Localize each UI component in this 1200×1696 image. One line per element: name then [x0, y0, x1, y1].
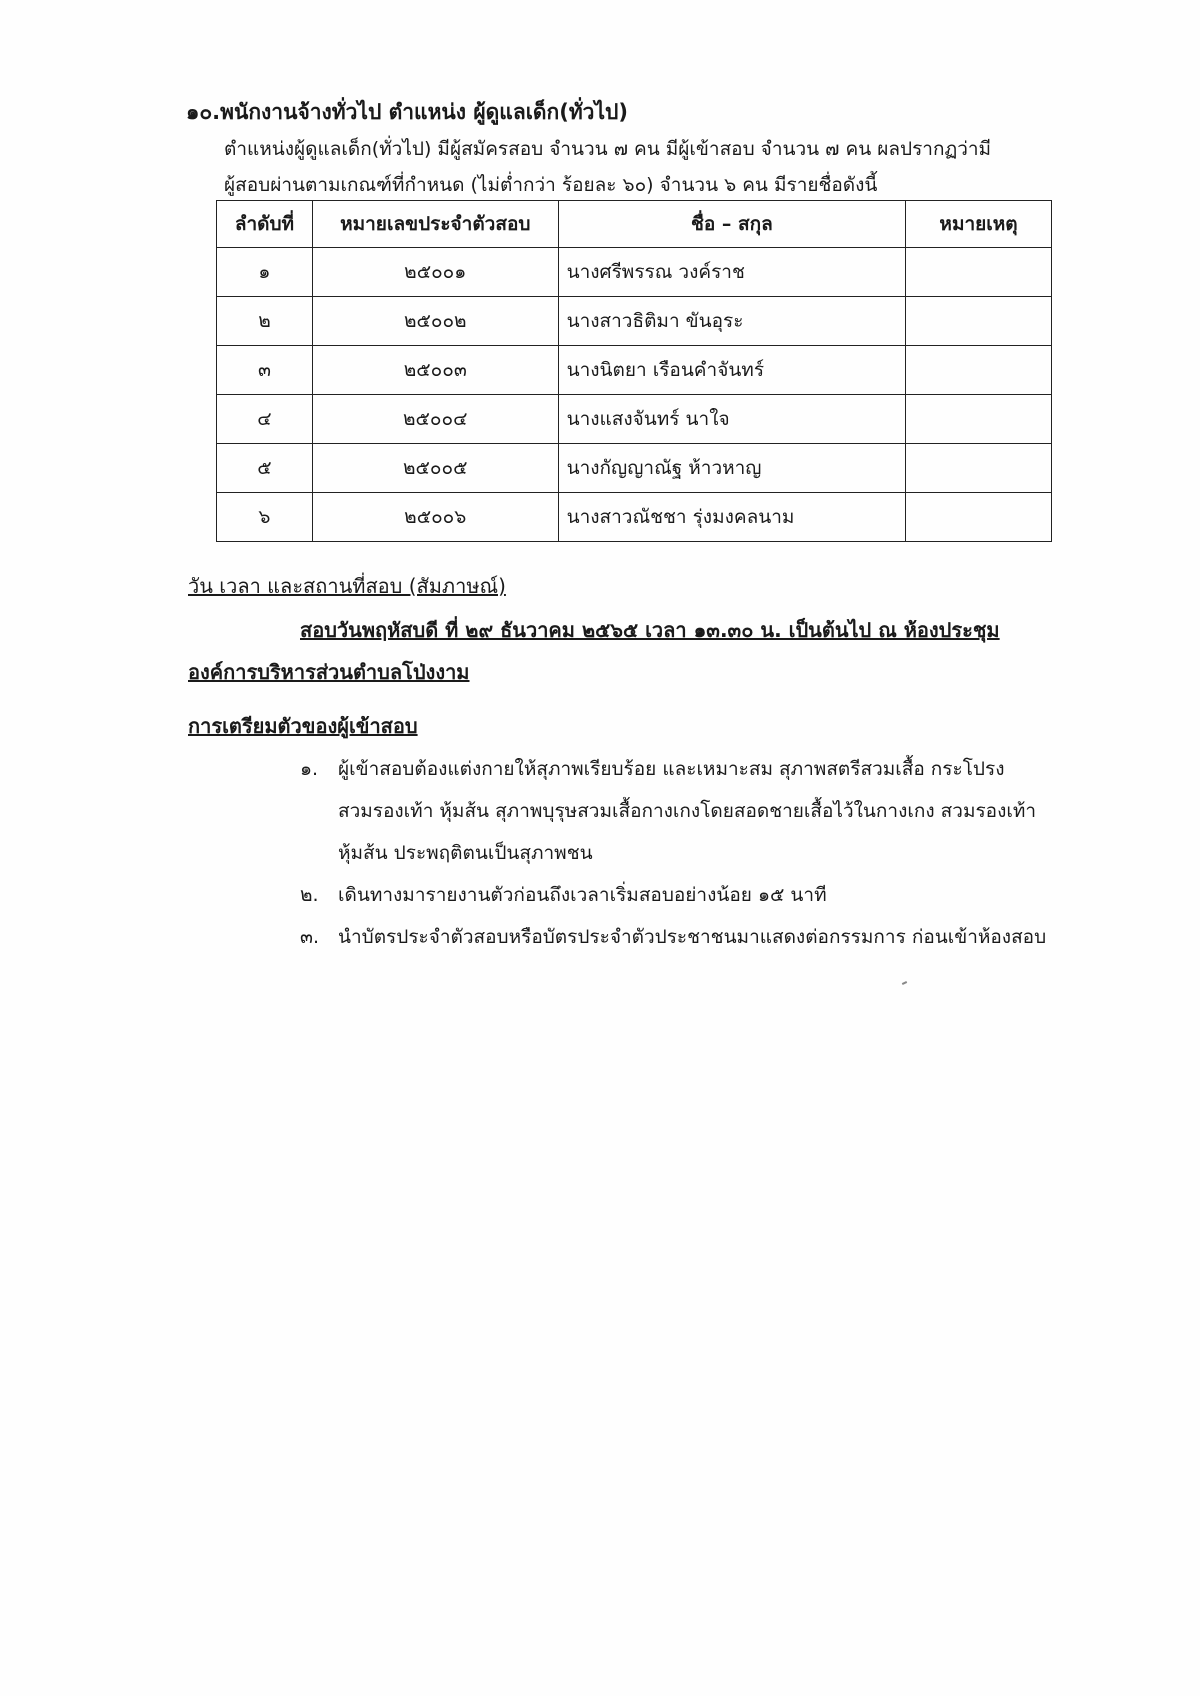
schedule-line-2: องค์การบริหารส่วนตำบลโป่งงาม: [188, 660, 470, 684]
intro-line-1: ตำแหน่งผู้ดูแลเด็ก(ทั่วไป) มีผู้สมัครสอบ จำนวน ๗ คน มีผู้เข้าสอบ จำนวน ๗ คน ผลปรากฏว่ามี: [224, 138, 992, 160]
cell-full-name: นางศรีพรรณ วงค์ราช: [558, 248, 905, 297]
list-item-line: ผู้เข้าสอบต้องแต่งกายให้สุภาพเรียบร้อย และเหมาะสม สุภาพสตรีสวมเสื้อ กระโปรง: [338, 758, 1005, 780]
cell-order: ๖: [217, 493, 313, 542]
cell-exam-id: ๒๕๐๐๓: [312, 346, 558, 395]
list-item-line: นำบัตรประจำตัวสอบหรือบัตรประจำตัวประชาชนมาแสดงต่อกรรมการ ก่อนเข้าห้องสอบ: [338, 926, 1047, 948]
table-row: [217, 297, 1052, 346]
cell-order: ๓: [217, 346, 313, 395]
cell-remark: [906, 297, 1052, 346]
table-row: [217, 248, 1052, 297]
cell-exam-id: ๒๕๐๐๒: [312, 297, 558, 346]
list-item-number: ๓.: [300, 926, 320, 948]
cell-order: ๔: [217, 395, 313, 444]
header-exam-id: หมายเลขประจำตัวสอบ: [312, 201, 558, 248]
cell-full-name: นางสาวธิติมา ขันอุระ: [558, 297, 905, 346]
cell-order: ๕: [217, 444, 313, 493]
cell-full-name: นางนิตยา เรือนคำจันทร์: [558, 346, 905, 395]
schedule-line-1: สอบวันพฤหัสบดี ที่ ๒๙ ธันวาคม ๒๕๖๕ เวลา ๑๓.๓๐ น. เป็นต้นไป ณ ห้องประชุม: [300, 618, 1000, 642]
table-row: [217, 444, 1052, 493]
list-item-line: หุ้มส้น ประพฤติตนเป็นสุภาพชน: [338, 842, 593, 864]
scan-speck: [902, 981, 907, 985]
section-heading: ๑๐.พนักงานจ้างทั่วไป ตำแหน่ง ผู้ดูแลเด็ก(ทั่วไป): [186, 100, 628, 124]
cell-full-name: นางสาวณัชชา รุ่งมงคลนาม: [558, 493, 905, 542]
intro-line-2: ผู้สอบผ่านตามเกณฑ์ที่กำหนด (ไม่ต่ำกว่า ร้อยละ ๖๐) จำนวน ๖ คน มีรายชื่อดังนี้: [224, 174, 878, 196]
cell-exam-id: ๒๕๐๐๕: [312, 444, 558, 493]
list-item-number: ๑.: [300, 758, 319, 780]
cell-exam-id: ๒๕๐๐๖: [312, 493, 558, 542]
header-order: ลำดับที่: [217, 201, 313, 248]
cell-full-name: นางกัญญาณัฐ ห้าวหาญ: [558, 444, 905, 493]
results-table: [216, 200, 1052, 542]
list-item: [300, 916, 1080, 958]
list-item-line: เดินทางมารายงานตัวก่อนถึงเวลาเริ่มสอบอย่างน้อย ๑๕ นาที: [338, 884, 827, 906]
cell-exam-id: ๒๕๐๐๑: [312, 248, 558, 297]
table-header-row: [217, 201, 1052, 248]
table-row: [217, 346, 1052, 395]
cell-remark: [906, 493, 1052, 542]
cell-order: ๑: [217, 248, 313, 297]
preparation-list: [300, 748, 1080, 958]
cell-remark: [906, 395, 1052, 444]
cell-exam-id: ๒๕๐๐๔: [312, 395, 558, 444]
cell-full-name: นางแสงจันทร์ นาใจ: [558, 395, 905, 444]
list-item-line: สวมรองเท้า หุ้มส้น สุภาพบุรุษสวมเสื้อกางเกงโดยสอดชายเสื้อไว้ในกางเกง สวมรองเท้า: [338, 800, 1037, 822]
table-row: [217, 395, 1052, 444]
cell-remark: [906, 248, 1052, 297]
cell-remark: [906, 444, 1052, 493]
cell-remark: [906, 346, 1052, 395]
list-item: [300, 748, 1080, 874]
preparation-title: การเตรียมตัวของผู้เข้าสอบ: [188, 714, 418, 738]
table-row: [217, 493, 1052, 542]
header-remark: หมายเหตุ: [906, 201, 1052, 248]
list-item-number: ๒.: [300, 884, 319, 906]
header-full-name: ชื่อ – สกุล: [558, 201, 905, 248]
cell-order: ๒: [217, 297, 313, 346]
list-item: [300, 874, 1080, 916]
schedule-title: วัน เวลา และสถานที่สอบ (สัมภาษณ์): [188, 574, 506, 598]
